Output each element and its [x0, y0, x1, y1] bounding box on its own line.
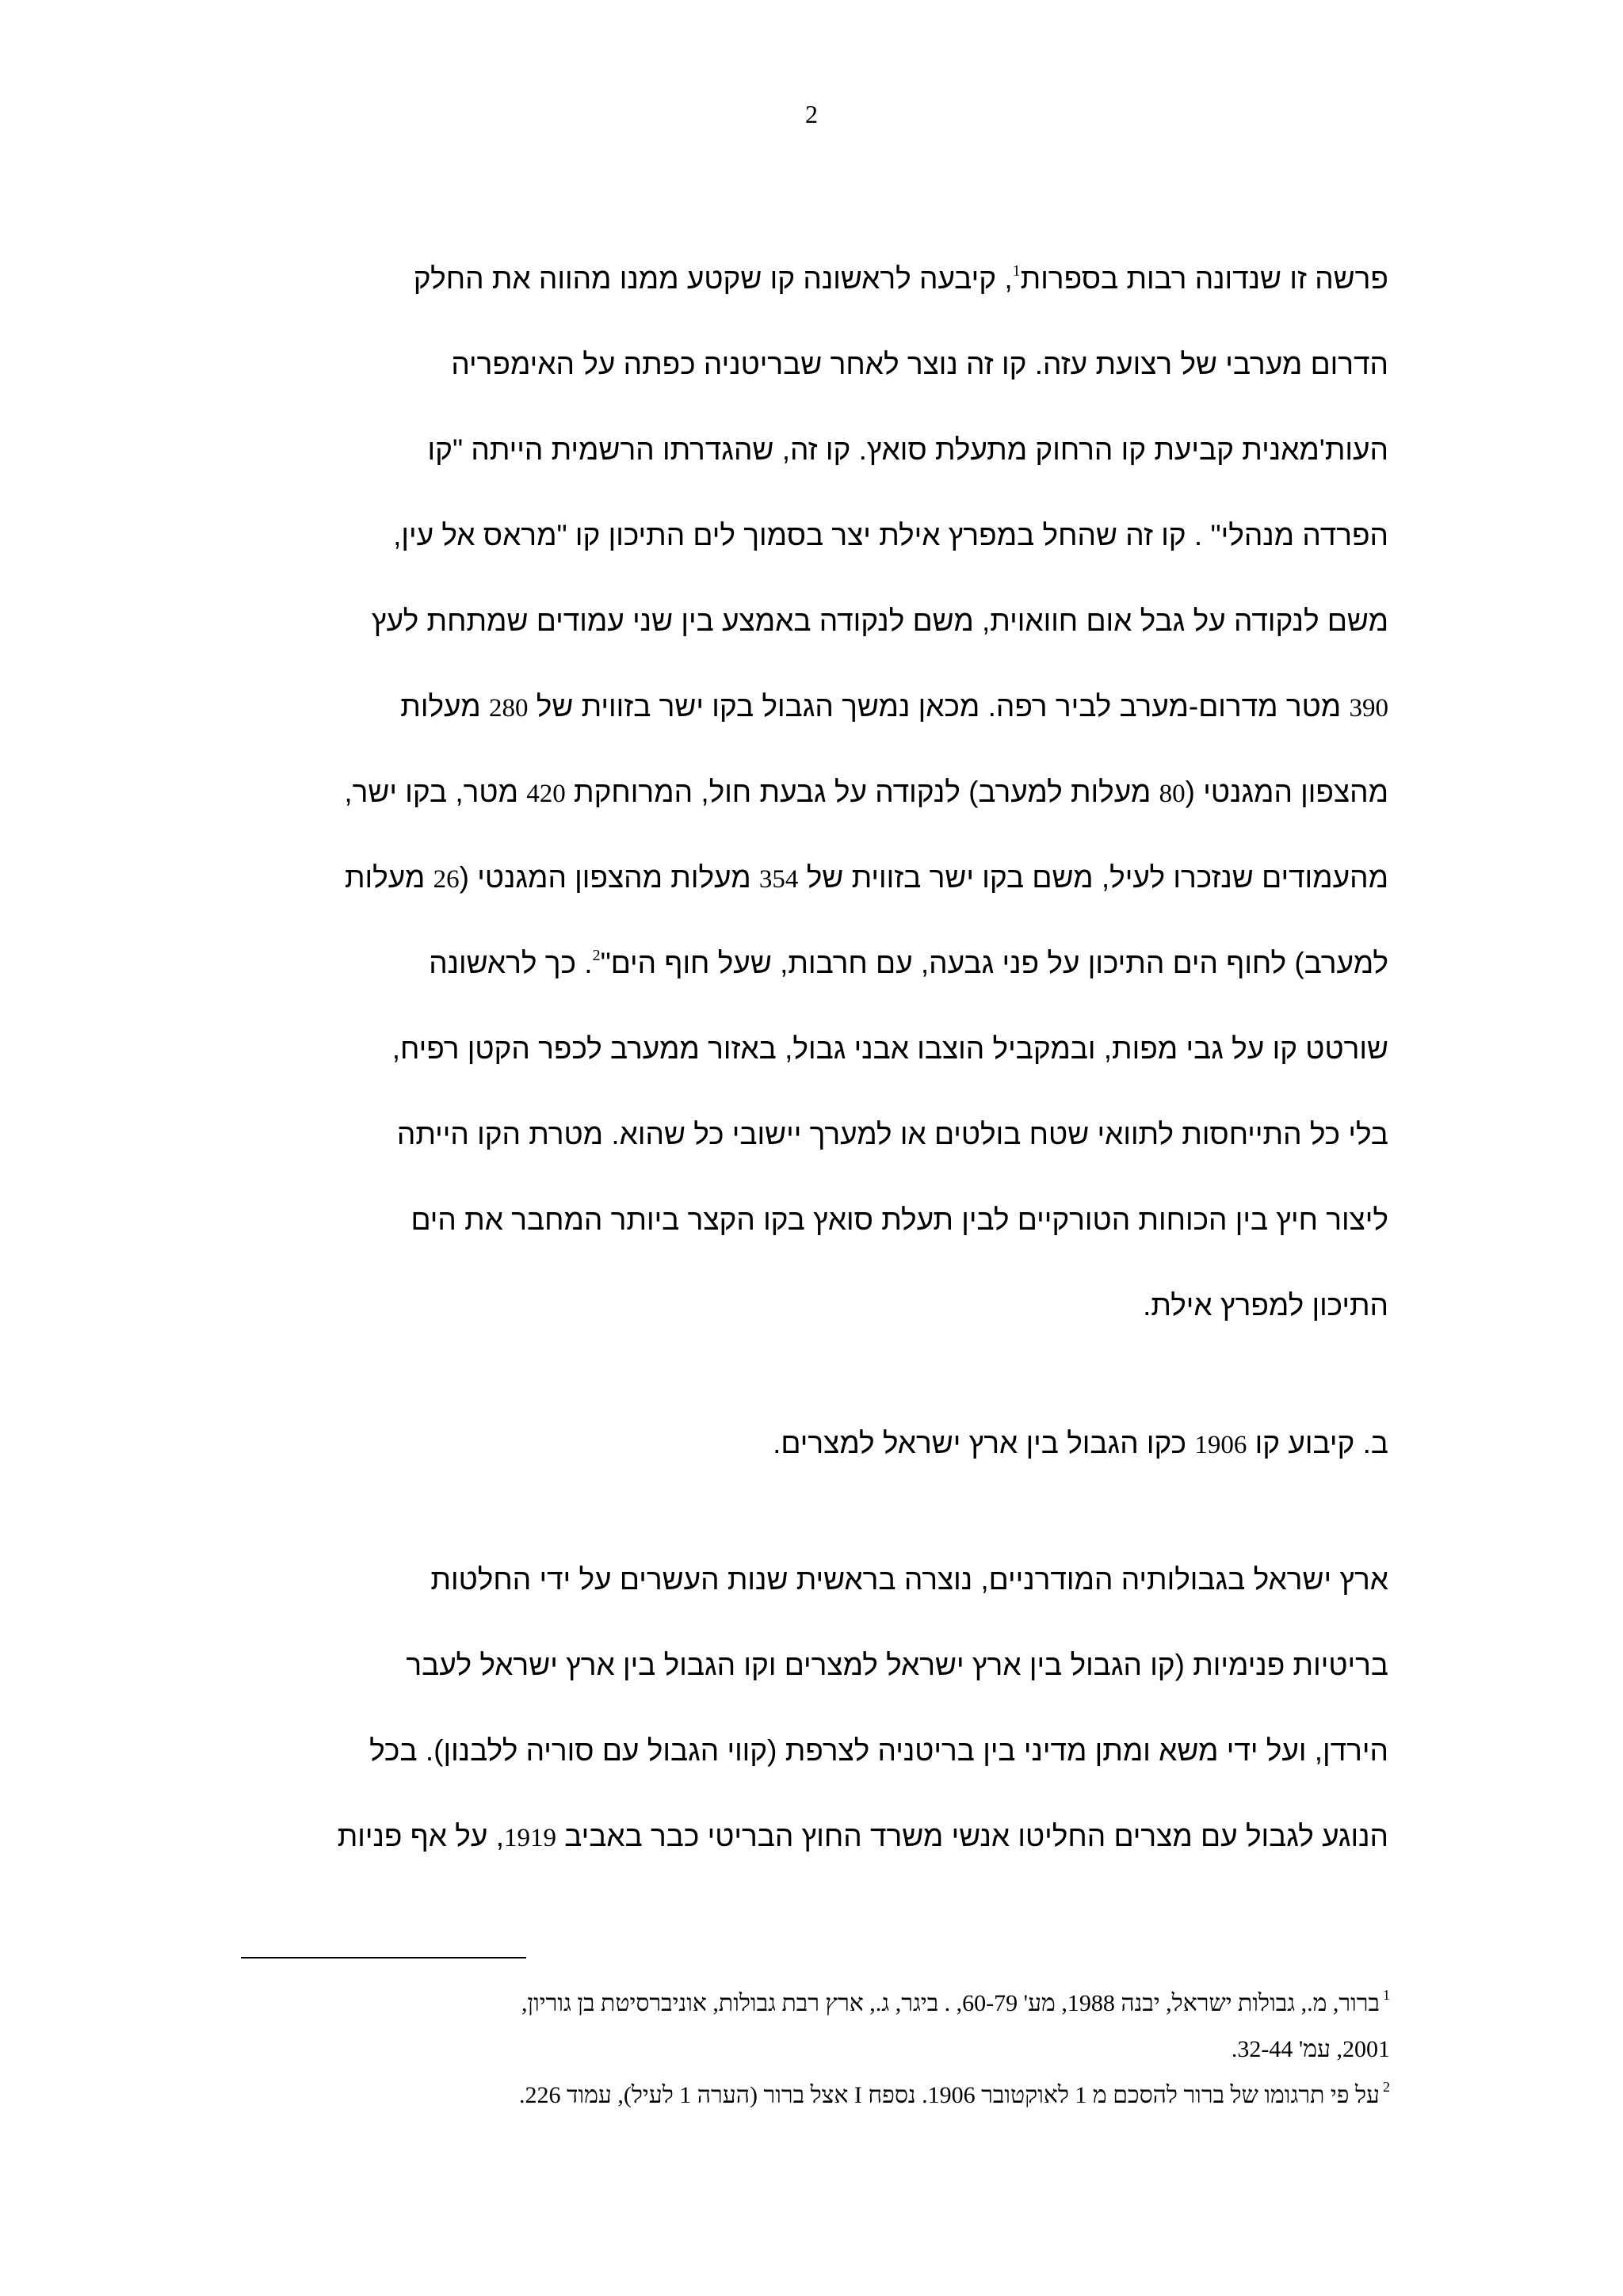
number-run: 390 — [1349, 694, 1388, 723]
paragraph-line: משם לנקודה על גבל אום חוואוית, משם לנקודה באמצע בין שני עמודים שמתחת לעץ — [371, 605, 1388, 637]
text-run: למערב) לחוף הים התיכון על פני גבעה, עם חרבות, שעל חוף הים" — [600, 947, 1388, 979]
text-run: מהעמודים שנזכרו לעיל, משם בקו ישר בזווית של — [798, 861, 1388, 894]
text-run: מטר, בקו ישר, — [344, 776, 527, 808]
paragraph-line: ליצור חיץ בין הכוחות הטורקיים לבין תעלת סואץ בקו הקצר ביותר המחבר את הים — [411, 1203, 1388, 1236]
footnote-reference-1[interactable]: 1 — [1012, 262, 1021, 280]
text-run: . כך לראשונה — [429, 947, 593, 979]
text-run: כקו הגבול בין ארץ ישראל למצרים. — [773, 1427, 1195, 1459]
paragraph-line: התיכון למפרץ אילת. — [1143, 1289, 1388, 1322]
number-run: 1906 — [1194, 1431, 1247, 1459]
number-run: 1919 — [503, 1824, 556, 1852]
number-run: 420 — [526, 780, 566, 808]
footnotes — [241, 1981, 1390, 2119]
text-run: פרשה זו שנדונה רבות בספרות — [1020, 262, 1388, 295]
paragraph-line — [241, 236, 1388, 322]
text-run: , על אף פניות — [337, 1820, 504, 1852]
page-number: 2 — [805, 100, 818, 128]
paragraph-line: בריטיות פנימיות (קו הגבול בין ארץ ישראל למצרים וקו הגבול בין ארץ ישראל לעבר — [406, 1649, 1388, 1681]
footnote-marker: 1 — [1383, 1987, 1390, 2003]
text-run: מטר מדרום-מערב לביר רפה. מכאן נמשך הגבול בקו ישר בזווית של — [528, 690, 1350, 723]
footnote-text: ברור, מ., גבולות ישראל, יבנה 1988, מע' 60-79, . ביגר, ג., ארץ רבת גבולות, אוניברסיטת בן גוריון, — [521, 1990, 1380, 2016]
text-run: , קיבעה לראשונה קו שקטע ממנו מהווה את החלק — [413, 262, 1013, 295]
footnote-reference-2[interactable]: 2 — [592, 947, 601, 964]
text-run: מעלות מהצפון המגנטי ( — [459, 861, 759, 894]
text-run: מעלות — [400, 690, 489, 723]
paragraph-line: העות'מאנית קביעת קו הרחוק מתעלת סואץ. קו זה, שהגדרתו הרשמית הייתה "קו — [427, 433, 1388, 466]
paragraph-line: הפרדה מנהלי" . קו זה שהחל במפרץ אילת יצר בסמוך לים התיכון קו "מראס אל עין, — [393, 519, 1388, 551]
paragraph-line: ארץ ישראל בגבולותיה המודרניים, נוצרה בראשית שנות העשרים על ידי החלטות — [430, 1563, 1388, 1596]
body-paragraph-1 — [241, 236, 1388, 1348]
paragraph-line — [241, 835, 1388, 921]
footnote-separator — [241, 1957, 526, 1958]
text-run: ב. קיבוע קו — [1247, 1427, 1388, 1459]
paragraph-line: הדרום מערבי של רצועת עזה. קו זה נוצר לאחר שבריטניה כפתה על האימפריה — [451, 348, 1388, 380]
number-run: 354 — [758, 865, 799, 894]
number-run: 26 — [433, 865, 460, 894]
text-run: הנוגע לגבול עם מצרים החליטו אנשי משרד החוץ הבריטי כבר באביב — [556, 1820, 1388, 1852]
footnote-marker: 2 — [1383, 2079, 1390, 2095]
footnote-1 — [241, 1981, 1390, 2073]
paragraph-line — [241, 664, 1388, 749]
footnote-2 — [241, 2073, 1390, 2119]
body-paragraph-2 — [241, 1537, 1388, 1879]
footnote-text: על פי תרגומו של ברור להסכם מ 1 לאוקטובר 1906. נספח I אצל ברור (הערה 1 לעיל), עמוד 226. — [519, 2082, 1380, 2108]
footnote-line — [241, 2027, 1390, 2073]
section-heading — [241, 1401, 1388, 1486]
text-run: מעלות למערב) לנקודה על גבעת חול, המרוחקת — [565, 776, 1159, 808]
paragraph-line: בלי כל התייחסות לתוואי שטח בולטים או למערך יישובי כל שהוא. מטרת הקו הייתה — [396, 1118, 1388, 1150]
heading-line — [241, 1401, 1388, 1486]
number-run: 80 — [1159, 780, 1186, 808]
paragraph-line — [241, 749, 1388, 835]
paragraph-line: הירדן, ועל ידי משא ומתן מדיני בין בריטניה לצרפת (קווי הגבול עם סוריה ללבנון). בכל — [369, 1734, 1388, 1767]
paragraph-line: שורטט קו על גבי מפות, ובמקביל הוצבו אבני גבול, באזור ממערב לכפר הקטן רפיח, — [391, 1032, 1388, 1065]
footnote-line — [241, 2073, 1390, 2119]
text-run: מהצפון המגנטי ( — [1185, 776, 1388, 808]
text-run: מעלות — [344, 861, 433, 894]
paragraph-line — [241, 1794, 1388, 1879]
number-run: 280 — [488, 694, 529, 723]
paragraph-line — [241, 921, 1388, 1006]
footnote-line — [241, 1981, 1390, 2027]
footnote-text: 2001, עמ' 32-44. — [1231, 2036, 1390, 2062]
